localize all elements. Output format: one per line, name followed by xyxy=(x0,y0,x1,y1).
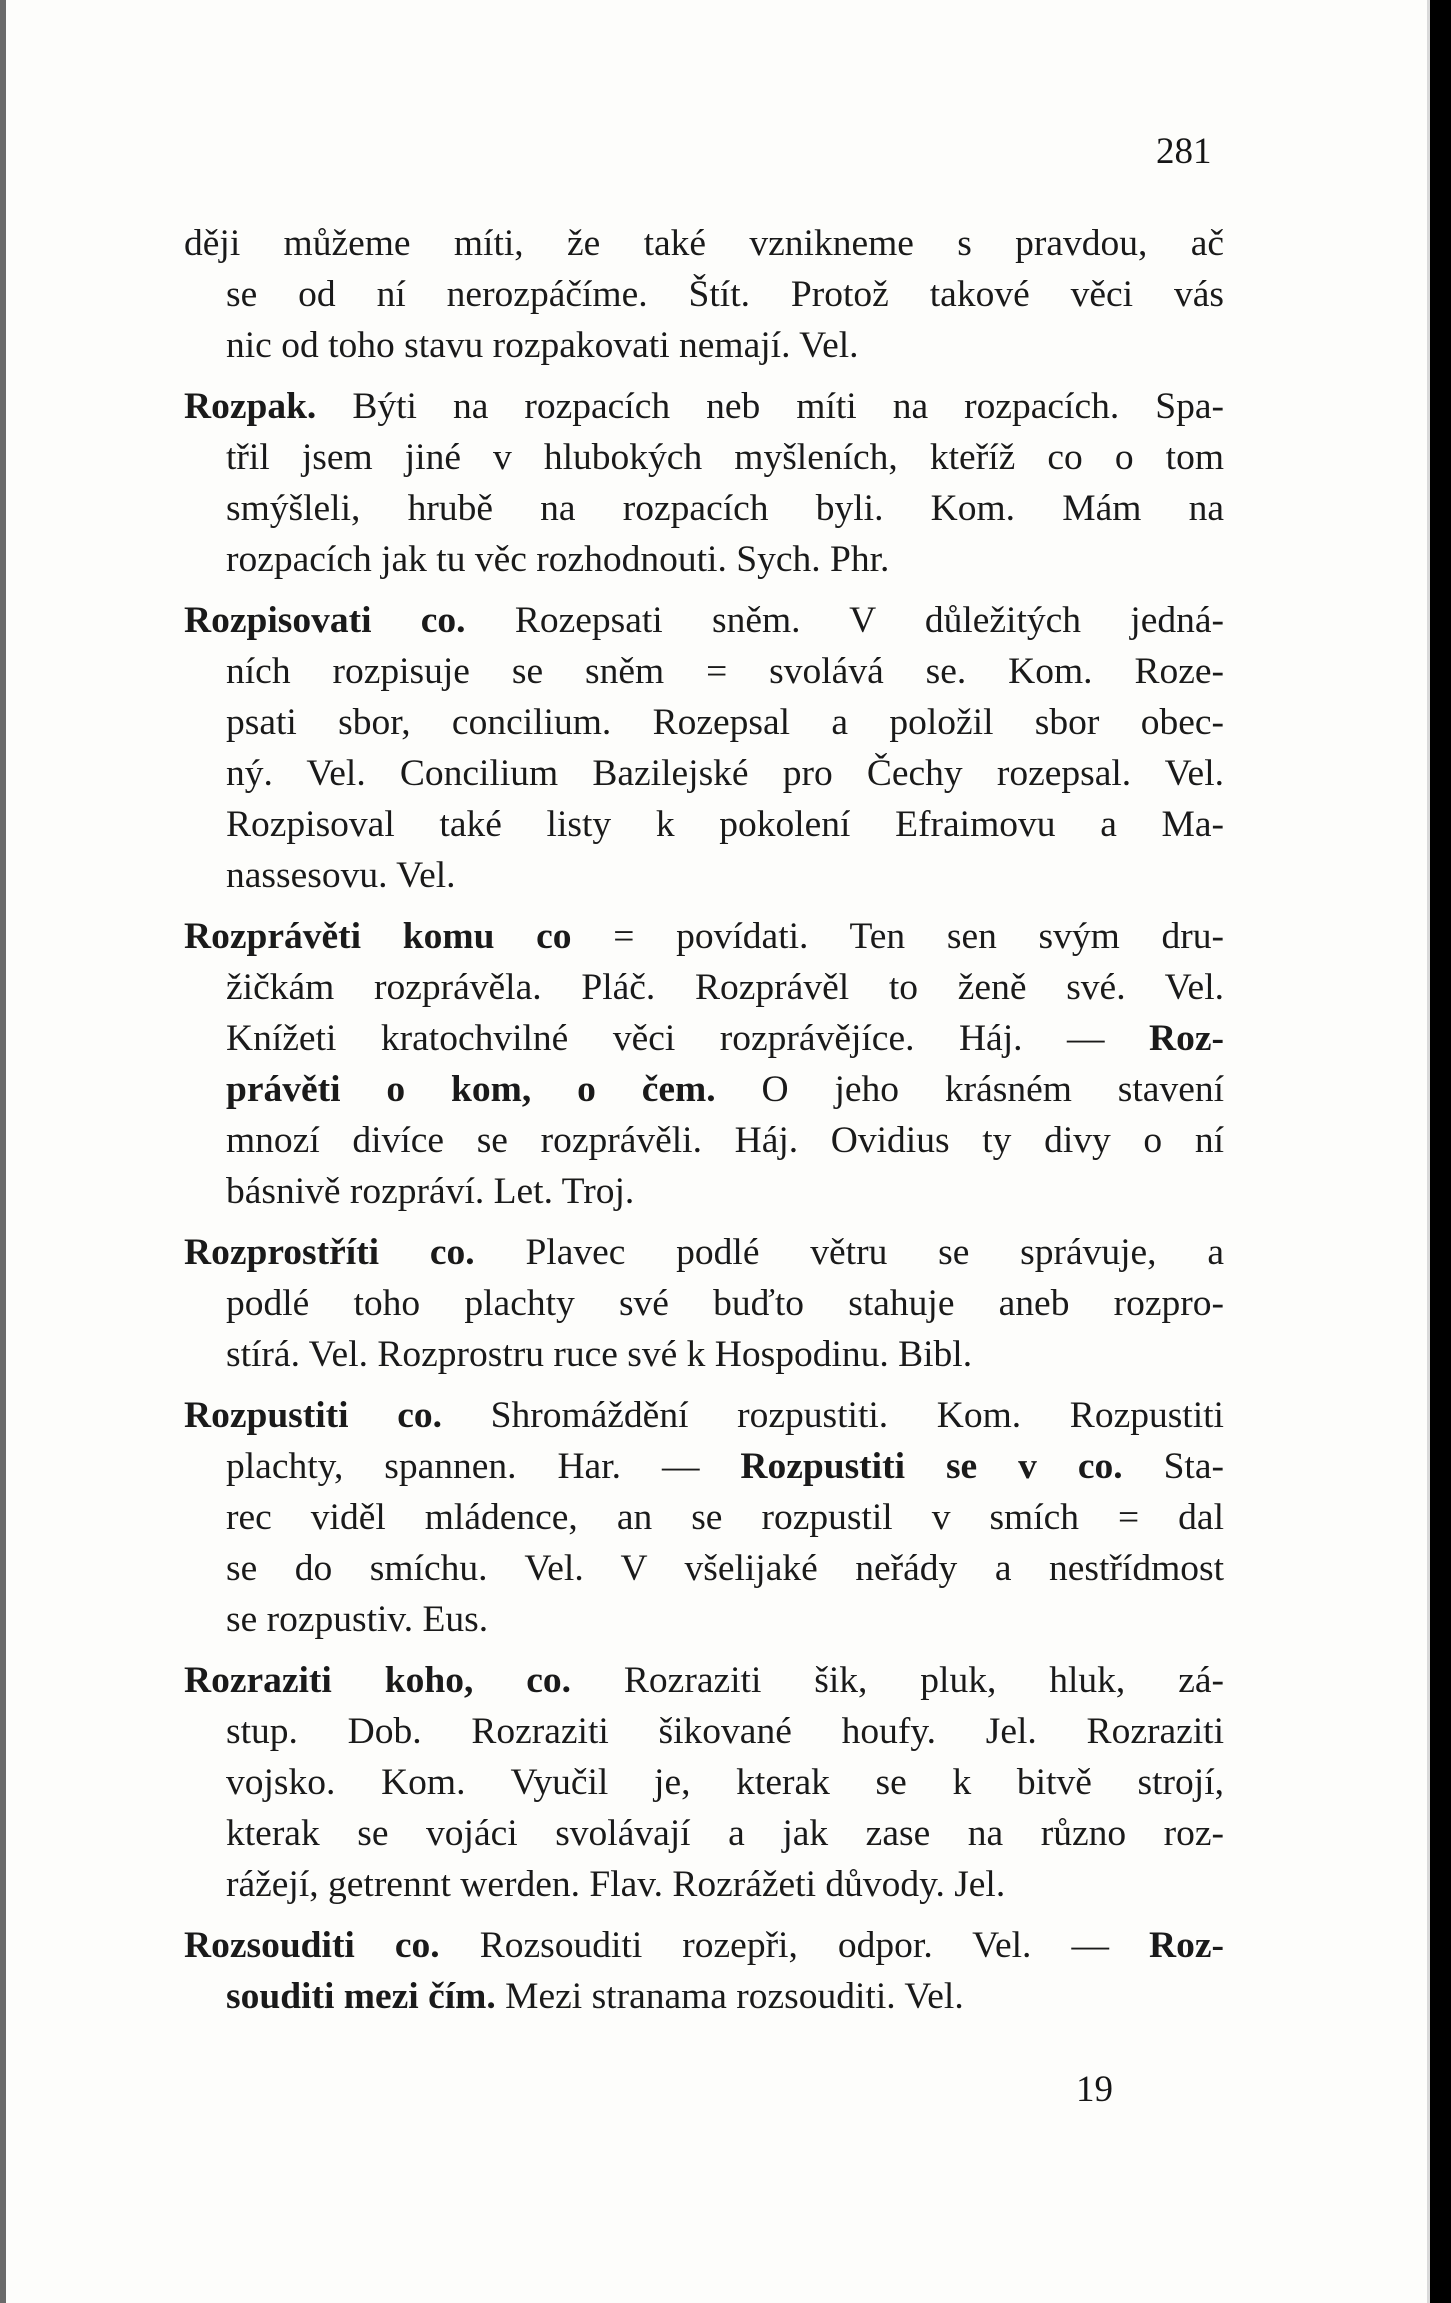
text-segment: Mezi stranama rozsouditi. Vel. xyxy=(495,1976,964,2017)
text-segment: vojsko. Kom. Vyučil je, kterak se k bitvě strojí, xyxy=(226,1762,1224,1803)
text-segment: rec viděl mládence, an se rozpustil v smích = dal xyxy=(226,1497,1224,1538)
text-segment: Knížeti kratochvilné věci rozprávějíce. Háj. — xyxy=(226,1018,1150,1059)
text-segment: třil jsem jiné v hlubokých myšleních, kteříž co o tom xyxy=(226,437,1224,478)
text-segment: se do smíchu. Vel. V všelijaké neřády a nestřídmost xyxy=(226,1548,1224,1589)
text-line xyxy=(184,1594,1224,1645)
text-line xyxy=(184,1064,1224,1115)
dictionary-entry xyxy=(184,218,1224,371)
headword: Rozsouditi co. xyxy=(184,1925,440,1966)
text-segment: nic od toho stavu rozpakovati nemají. Vel. xyxy=(226,325,859,366)
text-segment: = povídati. Ten sen svým dru- xyxy=(571,916,1225,957)
text-line xyxy=(184,381,1224,432)
text-segment: se od ní nerozpáčíme. Štít. Protož takové věci vás xyxy=(226,274,1224,315)
text-segment: psati sbor, concilium. Rozepsal a položil sbor obec- xyxy=(226,702,1224,743)
text-line xyxy=(184,748,1224,799)
text-line xyxy=(184,1757,1224,1808)
headword: Rozpisovati co. xyxy=(184,600,466,641)
text-segment: rozpacích jak tu věc rozhodnouti. Sych. Phr. xyxy=(226,539,890,580)
text-line xyxy=(184,1115,1224,1166)
text-segment: se rozpustiv. Eus. xyxy=(226,1599,489,1640)
text-line xyxy=(184,320,1224,371)
text-segment: kterak se vojáci svolávají a jak zase na různo roz- xyxy=(226,1813,1224,1854)
text-segment: žičkám rozprávěla. Pláč. Rozprávěl to ženě své. Vel. xyxy=(226,967,1224,1008)
dictionary-entry xyxy=(184,1390,1224,1645)
headword: Roz- xyxy=(1149,1925,1225,1966)
text-line xyxy=(184,646,1224,697)
text-segment: mnozí divíce se rozprávěli. Háj. Ovidius ty divy o ní xyxy=(226,1120,1224,1161)
text-line xyxy=(184,1441,1224,1492)
text-line xyxy=(184,483,1224,534)
headword: Rozprávěti komu co xyxy=(184,916,572,957)
text-segment: smýšleli, hrubě na rozpacích byli. Kom. Mám na xyxy=(226,488,1224,529)
text-segment: Býti na rozpacích neb míti na rozpacích. Spa- xyxy=(316,386,1224,427)
text-line xyxy=(184,1329,1224,1380)
dictionary-entry xyxy=(184,381,1224,585)
headword: Rozraziti koho, co. xyxy=(184,1660,572,1701)
text-segment: Rozpisoval také listy k pokolení Efraimovu a Ma- xyxy=(226,804,1224,845)
text-line xyxy=(184,1013,1224,1064)
dictionary-text xyxy=(184,218,1224,2022)
headword: právěti o kom, o čem. xyxy=(226,1069,716,1110)
text-segment: stírá. Vel. Rozprostru ruce své k Hospodinu. Bibl. xyxy=(226,1334,973,1375)
text-line xyxy=(184,1920,1224,1971)
text-line xyxy=(184,1278,1224,1329)
text-segment: Rozsouditi rozepři, odpor. Vel. — xyxy=(439,1925,1150,1966)
text-segment: Shromáždění rozpustiti. Kom. Rozpustiti xyxy=(442,1395,1224,1436)
text-segment: stup. Dob. Rozraziti šikované houfy. Jel. Rozraziti xyxy=(226,1711,1224,1752)
text-line xyxy=(184,1390,1224,1441)
text-line xyxy=(184,850,1224,901)
text-line xyxy=(184,799,1224,850)
text-segment: ný. Vel. Concilium Bazilejské pro Čechy rozepsal. Vel. xyxy=(226,753,1224,794)
headword: Rozpustiti co. xyxy=(184,1395,442,1436)
text-segment: Sta- xyxy=(1122,1446,1224,1487)
text-segment: ději můžeme míti, že také vznikneme s pravdou, ač xyxy=(184,223,1224,264)
dictionary-entry xyxy=(184,1227,1224,1380)
text-line xyxy=(184,269,1224,320)
text-line xyxy=(184,432,1224,483)
dictionary-entry xyxy=(184,595,1224,901)
text-segment: podlé toho plachty své buďto stahuje aneb rozpro- xyxy=(226,1283,1224,1324)
text-segment: Rozraziti šik, pluk, hluk, zá- xyxy=(571,1660,1224,1701)
text-segment: O jeho krásném stavení xyxy=(715,1069,1225,1110)
headword: Roz- xyxy=(1149,1018,1224,1059)
text-line xyxy=(184,534,1224,585)
text-line xyxy=(184,1859,1224,1910)
text-segment: Rozepsati sněm. V důležitých jedná- xyxy=(465,600,1224,641)
text-line xyxy=(184,1808,1224,1859)
text-line xyxy=(184,1971,1224,2022)
text-line xyxy=(184,1492,1224,1543)
text-line xyxy=(184,911,1224,962)
printer-signature-mark: 19 xyxy=(1076,2069,1113,2110)
headword: souditi mezi čím. xyxy=(226,1976,496,2017)
headword: Rozprostříti co. xyxy=(184,1232,475,1273)
text-line xyxy=(184,595,1224,646)
text-segment: rážejí, getrennt werden. Flav. Rozrážeti důvody. Jel. xyxy=(226,1864,1006,1905)
page-number: 281 xyxy=(1156,131,1212,172)
text-segment: nassesovu. Vel. xyxy=(226,855,456,896)
text-line xyxy=(184,1655,1224,1706)
text-segment: Plavec podlé větru se správuje, a xyxy=(474,1232,1224,1273)
text-line xyxy=(184,218,1224,269)
text-line xyxy=(184,1166,1224,1217)
text-line xyxy=(184,1543,1224,1594)
headword: Rozpustiti se v co. xyxy=(740,1446,1123,1487)
headword: Rozpak. xyxy=(184,386,317,427)
dictionary-entry xyxy=(184,1655,1224,1910)
text-line xyxy=(184,1227,1224,1278)
dictionary-entry xyxy=(184,1920,1224,2022)
dictionary-entry xyxy=(184,911,1224,1217)
text-segment: básnivě rozpráví. Let. Troj. xyxy=(226,1171,635,1212)
text-segment: plachty, spannen. Har. — xyxy=(226,1446,741,1487)
text-segment: ních rozpisuje se sněm = svolává se. Kom. Roze- xyxy=(226,651,1224,692)
text-line xyxy=(184,697,1224,748)
text-line xyxy=(184,962,1224,1013)
text-line xyxy=(184,1706,1224,1757)
